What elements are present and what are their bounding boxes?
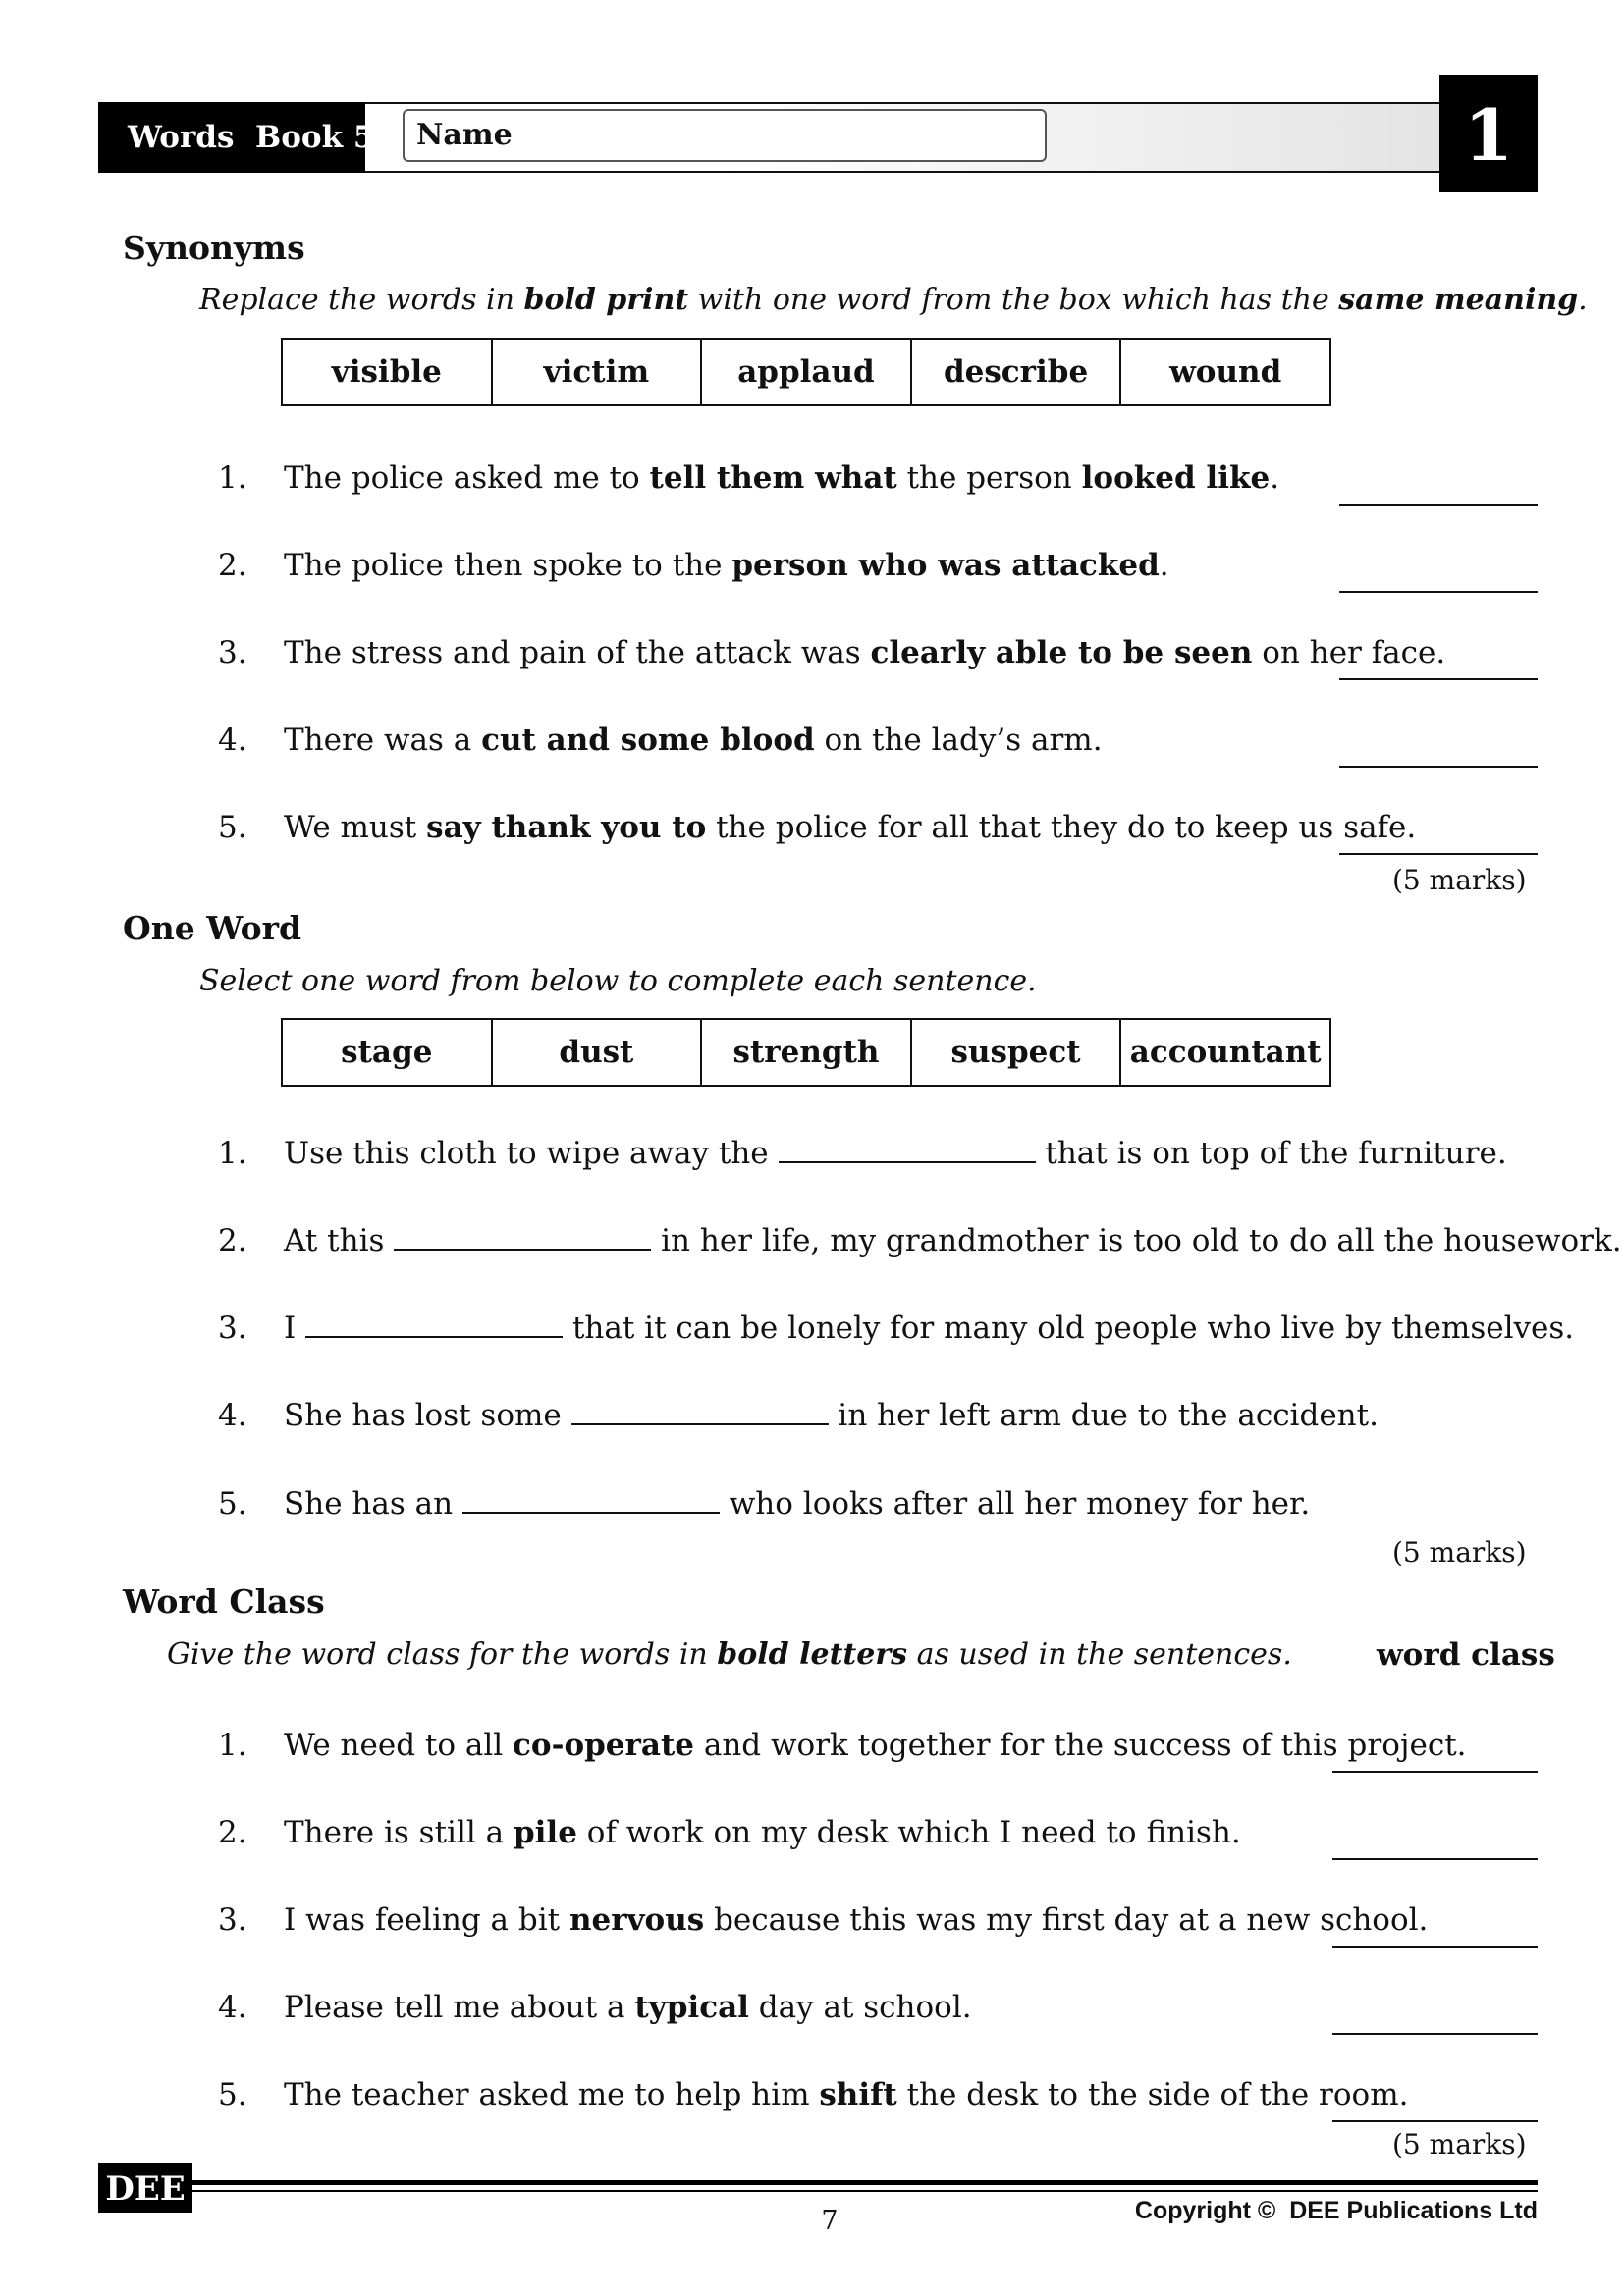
question-text: We must [284,810,427,845]
question-number: 5. [218,2077,247,2112]
one-word-word-box [281,1018,1331,1087]
question-text: We need to all [284,1728,514,1763]
answer-line[interactable] [1339,591,1538,593]
question-text: because this was my first day at a new school. [704,1902,1429,1938]
question-number: 5. [218,1486,247,1522]
fill-in-question [218,1223,1622,1258]
question-text: There was a [284,722,482,758]
word-class-question [218,2077,1408,2112]
word-class-question [218,1990,972,2025]
question-text: the police for all that they do to keep us safe. [706,810,1417,845]
word-box-cell: wound [1120,339,1330,405]
bold-word: pile [513,1815,577,1850]
bold-word: shift [819,2077,897,2112]
question-text: and work together for the success of this project. [694,1728,1467,1763]
synonym-question [218,548,1169,583]
book-title: Words Book 5 [98,102,365,173]
instruction-text: Replace the words in [199,283,524,317]
synonym-question [218,722,1103,758]
question-number: 1. [218,460,247,496]
question-text: Use this cloth to wipe away the [284,1136,779,1171]
synonym-question [218,460,1279,496]
name-field[interactable]: Name [403,109,1047,162]
question-text: The teacher asked me to help him [284,2077,820,2112]
word-box-cell: applaud [701,339,911,405]
question-text: on her face. [1252,635,1446,670]
question-text: . [1270,460,1280,496]
bold-word: looked like [1081,460,1271,496]
word-box-cell: strength [701,1019,911,1086]
one-word-instruction: Select one word from below to complete each sentence. [199,964,1037,998]
question-text: the person [896,460,1082,496]
word-box-cell: describe [911,339,1121,405]
word-class-question [218,1815,1241,1850]
instruction-emphasis: bold letters [717,1637,908,1672]
question-number: 4. [218,1990,247,2025]
word-box-cell: accountant [1120,1019,1330,1086]
fill-in-question [218,1486,1310,1522]
fill-in-question [218,1398,1379,1433]
question-number: 4. [218,722,247,758]
question-text: . [1159,548,1169,583]
question-text: The police asked me to [284,460,650,496]
word-class-question [218,1728,1467,1763]
synonyms-marks: (5 marks) [1392,864,1527,896]
synonyms-heading: Synonyms [123,229,305,267]
question-text: She has lost some [284,1398,571,1433]
fill-in-question [218,1136,1507,1171]
question-text: that it can be lonely for many old people who live by themselves. [563,1310,1575,1346]
question-number: 2. [218,1815,247,1850]
question-number: 3. [218,1902,247,1938]
question-text: that is on top of the furniture. [1035,1136,1507,1171]
question-number: 1. [218,1728,247,1763]
word-box-cell: suspect [911,1019,1121,1086]
question-text: At this [284,1223,395,1258]
instruction-text: with one word from the box which has the [688,283,1339,317]
word-class-marks: (5 marks) [1392,2128,1527,2161]
question-text: Please tell me about a [284,1990,635,2025]
word-class-instruction [167,1637,1292,1672]
footer-rule [192,2190,1538,2192]
answer-blank[interactable] [305,1312,563,1338]
word-class-column-label: word class [1377,1637,1555,1673]
instruction-text: as used in the sentences. [907,1637,1292,1672]
fill-in-question [218,1310,1574,1346]
synonyms-word-box [281,338,1331,406]
instruction-emphasis: bold print [523,283,689,317]
question-text: She has an [284,1486,462,1522]
question-text: who looks after all her money for her. [719,1486,1311,1522]
publisher-logo: DEE [98,2163,192,2213]
bold-word: cut and some blood [481,722,815,758]
synonyms-instruction [199,283,1588,317]
answer-line[interactable] [1332,1858,1538,1860]
answer-line[interactable] [1339,504,1538,506]
synonym-question [218,635,1445,670]
instruction-emphasis: same meaning [1338,283,1579,317]
copyright: Copyright © DEE Publications Ltd [1134,2197,1538,2224]
answer-line[interactable] [1339,678,1538,680]
bold-word: typical [634,1990,749,2025]
question-number: 5. [218,810,247,845]
footer-rule [192,2180,1538,2185]
question-text: The stress and pain of the attack was [284,635,871,670]
question-number: 2. [218,1223,247,1258]
answer-line[interactable] [1332,2033,1538,2035]
question-number: 3. [218,635,247,670]
answer-line[interactable] [1332,1771,1538,1773]
question-text: in her left arm due to the accident. [828,1398,1379,1433]
bold-word: tell them what [649,460,897,496]
question-number: 1. [218,1136,247,1171]
question-text: on the lady’s arm. [814,722,1103,758]
answer-blank[interactable] [571,1400,829,1425]
question-text: The police then spoke to the [284,548,732,583]
word-box-cell: visible [282,339,492,405]
question-text: I [284,1310,306,1346]
answer-line[interactable] [1332,2120,1538,2122]
bold-word: clearly able to be seen [870,635,1253,670]
question-text: in her life, my grandmother is too old to do all the housework. [651,1223,1622,1258]
word-class-heading: Word Class [123,1582,325,1621]
question-number: 4. [218,1398,247,1433]
word-class-question [218,1902,1428,1938]
instruction-text: Give the word class for the words in [167,1637,718,1672]
question-number: 2. [218,548,247,583]
question-text: of work on my desk which I need to finish. [576,1815,1241,1850]
worksheet-number: 1 [1439,75,1538,192]
question-number: 3. [218,1310,247,1346]
answer-blank[interactable] [779,1138,1036,1163]
one-word-marks: (5 marks) [1392,1536,1527,1569]
answer-blank[interactable] [462,1488,720,1514]
page-number: 7 [821,2206,839,2236]
word-box-cell: stage [282,1019,492,1086]
word-box-cell: victim [492,339,702,405]
synonym-question [218,810,1416,845]
question-text: the desk to the side of the room. [896,2077,1409,2112]
bold-word: nervous [568,1902,705,1938]
question-text: day at school. [748,1990,972,2025]
question-text: I was feeling a bit [284,1902,569,1938]
question-text: There is still a [284,1815,514,1850]
bold-word: co-operate [513,1728,694,1763]
answer-line[interactable] [1332,1946,1538,1948]
answer-line[interactable] [1339,766,1538,768]
answer-line[interactable] [1339,853,1538,855]
one-word-heading: One Word [123,909,302,947]
word-box-cell: dust [492,1019,702,1086]
bold-word: person who was attacked [731,548,1160,583]
instruction-text: . [1578,283,1588,317]
bold-word: say thank you to [426,810,707,845]
answer-blank[interactable] [394,1225,651,1251]
